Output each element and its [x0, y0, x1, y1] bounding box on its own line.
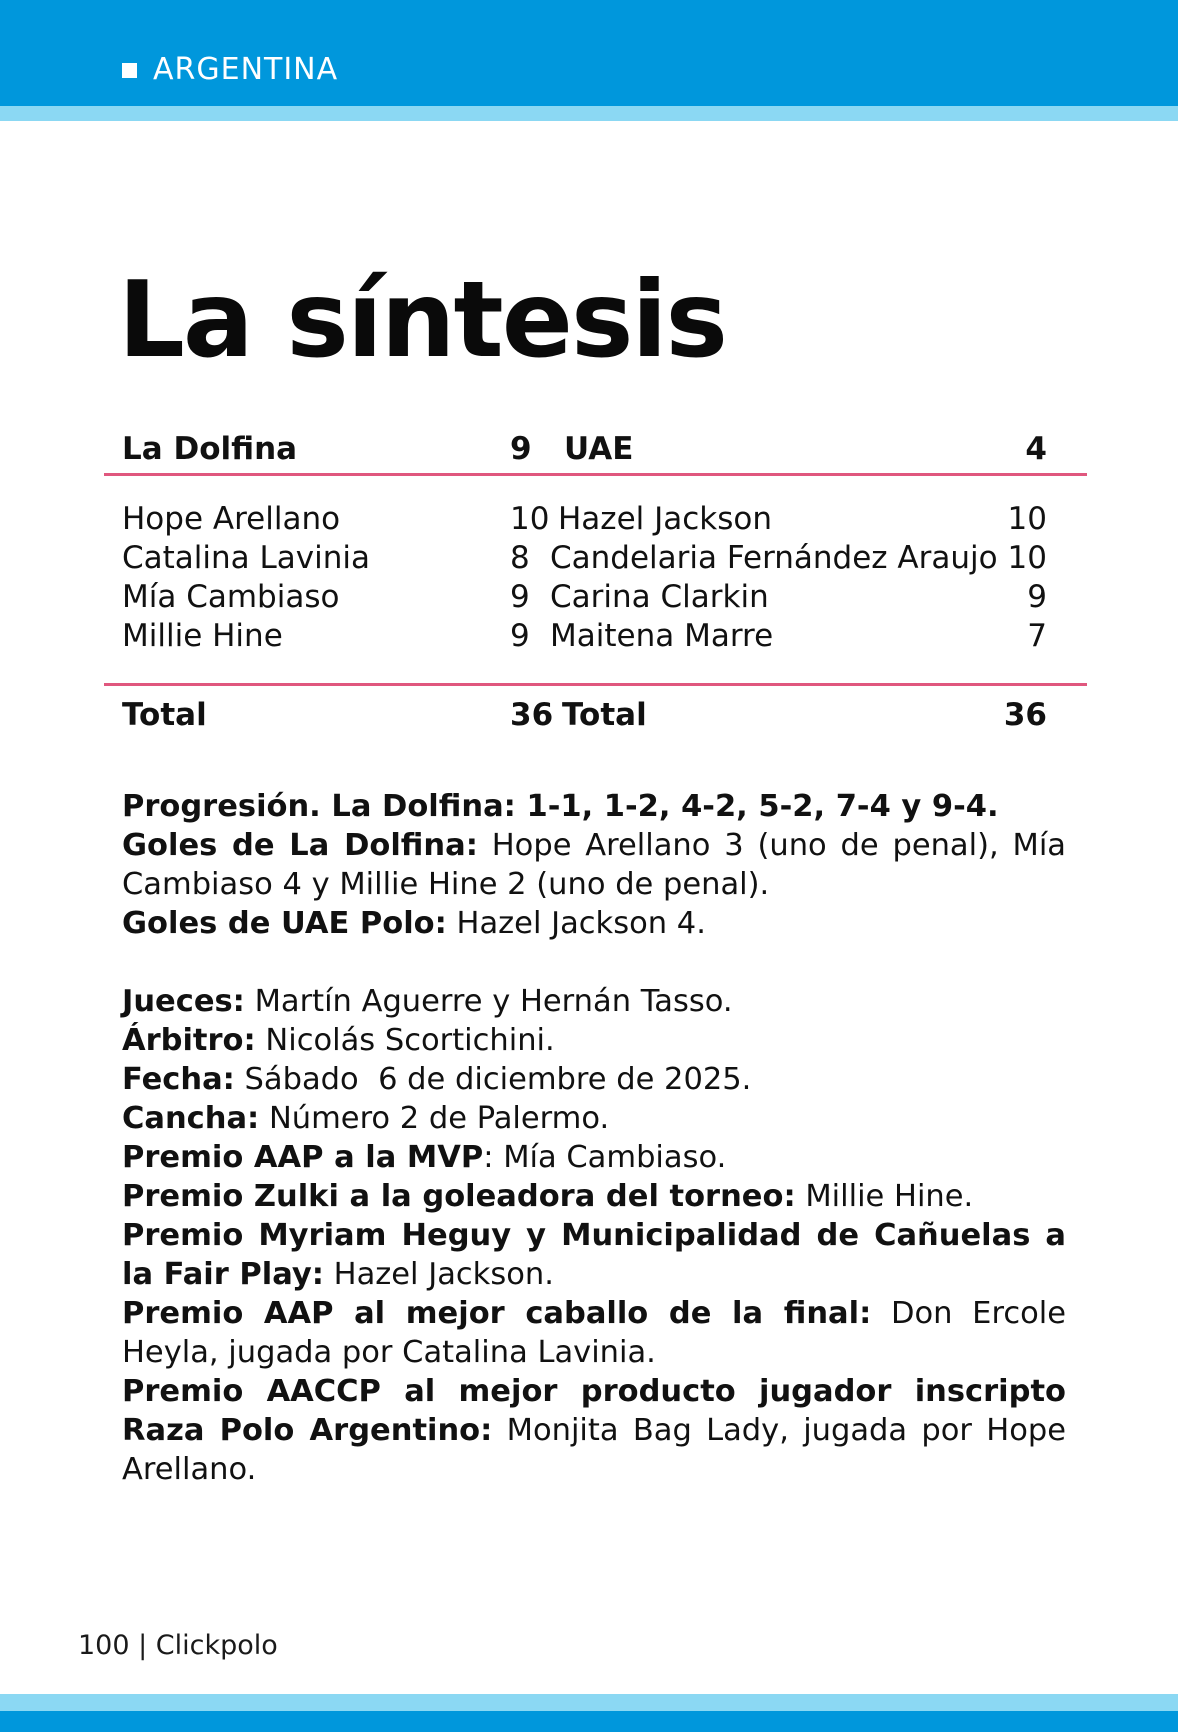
square-bullet-icon — [122, 63, 137, 78]
match-table — [104, 430, 1087, 735]
progression-line — [122, 787, 1066, 826]
goals-b-label: Goles de UAE Polo: — [122, 906, 447, 941]
goals-b-line — [122, 904, 1066, 943]
mvp-line — [122, 1138, 1066, 1177]
player-b-name: Carina Clarkin — [550, 579, 769, 615]
total-a-value: 36 — [510, 697, 554, 733]
judges-label: Jueces: — [122, 984, 245, 1019]
fair-play-value: Hazel Jackson. — [323, 1257, 554, 1292]
total-a-label: Total — [122, 697, 207, 733]
player-a-name: Millie Hine — [122, 618, 283, 654]
player-a-name: Hope Arellano — [122, 501, 341, 537]
top-scorer-label: Premio Zulki a la goleadora del torneo: — [122, 1179, 796, 1214]
section-label — [122, 52, 338, 88]
best-horse-label: Premio AAP al mejor caballo de la final: — [122, 1296, 872, 1331]
field-value: Número 2 de Palermo. — [259, 1101, 610, 1136]
totals-row — [104, 696, 1087, 735]
best-product-label: Premio AACCP al mejor producto jugador inscripto Raza Polo Argentino: — [122, 1374, 1066, 1448]
player-a-handicap: 9 — [510, 579, 530, 615]
goals-a-label: Goles de La Dolfina: — [122, 828, 478, 863]
field-label: Cancha: — [122, 1101, 260, 1136]
goals-a-value: Hope Arellano 3 (uno de penal), Mía Cambiaso 4 y Millie Hine 2 (uno de penal). — [122, 828, 1066, 902]
team-a-name: La Dolfina — [122, 431, 298, 467]
footer-stripe — [0, 1694, 1178, 1711]
referee-label: Árbitro: — [122, 1023, 256, 1058]
header-stripe — [0, 106, 1178, 121]
page-title: La síntesis — [118, 259, 726, 381]
judges-line — [122, 982, 1066, 1021]
paragraph-gap — [122, 943, 1066, 982]
player-a-name: Mía Cambiaso — [122, 579, 340, 615]
referee-value: Nicolás Scortichini. — [255, 1023, 555, 1058]
mvp-label: Premio AAP a la MVP — [122, 1140, 484, 1175]
result-row — [104, 430, 1087, 469]
top-scorer-line — [122, 1177, 1066, 1216]
player-a-handicap: 9 — [510, 618, 530, 654]
section-label-text: ARGENTINA — [153, 52, 339, 87]
match-summary — [122, 787, 1066, 1489]
date-line — [122, 1060, 1066, 1099]
field-line — [122, 1099, 1066, 1138]
player-a-name: Catalina Lavinia — [122, 540, 370, 576]
mvp-value: : Mía Cambiaso. — [483, 1140, 727, 1175]
footer-bar — [0, 1711, 1178, 1732]
fair-play-label: Premio Myriam Heguy y Municipalidad de Cañuelas a la Fair Play: — [122, 1218, 1066, 1292]
progression-text: Progresión. La Dolfina: 1-1, 1-2, 4-2, 5-2, 7-4 y 9-4. — [122, 789, 999, 824]
page-footer: 100 | Clickpolo — [78, 1630, 278, 1661]
fair-play-line — [122, 1216, 1066, 1294]
goals-a-line — [122, 826, 1066, 904]
player-row — [104, 617, 1087, 656]
date-value: Sábado 6 de diciembre de 2025. — [234, 1062, 752, 1097]
player-b-handicap: 10 — [1007, 501, 1047, 537]
date-label: Fecha: — [122, 1062, 235, 1097]
team-a-score: 9 — [510, 431, 532, 467]
team-b-name: UAE — [564, 431, 634, 467]
player-a-handicap: 8 — [510, 540, 530, 576]
player-row — [104, 539, 1087, 578]
player-b-handicap: 7 — [1027, 618, 1047, 654]
player-row — [104, 578, 1087, 617]
referee-line — [122, 1021, 1066, 1060]
player-row — [104, 500, 1087, 539]
judges-value: Martín Aguerre y Hernán Tasso. — [244, 984, 733, 1019]
best-product-value: Monjita Bag Lady, jugada por Hope Arellano. — [122, 1413, 1066, 1487]
total-b-value: 36 — [1003, 697, 1047, 733]
top-scorer-value: Millie Hine. — [795, 1179, 974, 1214]
player-b-name: Hazel Jackson — [558, 501, 773, 537]
player-b-name: Candelaria Fernández Araujo — [550, 540, 998, 576]
player-b-handicap: 9 — [1027, 579, 1047, 615]
best-horse-line — [122, 1294, 1066, 1372]
total-b-label: Total — [562, 697, 647, 733]
player-a-handicap: 10 — [510, 501, 550, 537]
best-product-line — [122, 1372, 1066, 1489]
team-b-score: 4 — [1025, 431, 1047, 467]
best-horse-value: Don Ercole Heyla, jugada por Catalina Lavinia. — [122, 1296, 1066, 1370]
player-b-handicap: 10 — [1007, 540, 1047, 576]
goals-b-value: Hazel Jackson 4. — [446, 906, 706, 941]
player-b-name: Maitena Marre — [550, 618, 774, 654]
